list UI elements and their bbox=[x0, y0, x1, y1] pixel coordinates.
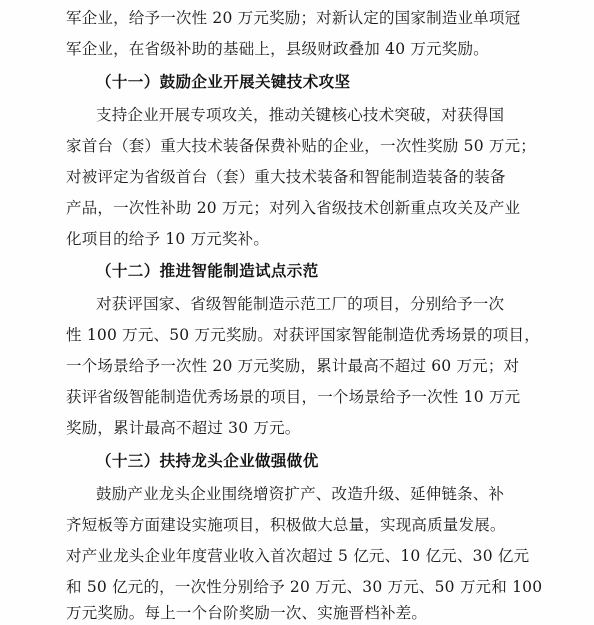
paragraph-line: 支持企业开展专项攻关，推动关键核心技术突破，对获得国 bbox=[96, 106, 505, 124]
paragraph-line: 对被评定为省级首台（套）重大技术装备和智能制造装备的装备 bbox=[66, 168, 506, 186]
paragraph-line: 奖励，累计最高不超过 30 万元。 bbox=[66, 419, 301, 437]
paragraph-line: 齐短板等方面建设实施项目，积极做大总量，实现高质量发展。 bbox=[66, 516, 506, 534]
paragraph-line: 产品，一次性补助 20 万元；对列入省级技术创新重点攻关及产业 bbox=[66, 199, 521, 217]
paragraph-line: 军企业，在省级补助的基础上，县级财政叠加 40 万元奖励。 bbox=[66, 40, 489, 58]
paragraph-line: 万元奖励。每上一个台阶奖励一次、实施晋档补差。 bbox=[66, 604, 428, 622]
paragraph-line: 一个场景给予一次性 20 万元奖励，累计最高不超过 60 万元；对 bbox=[66, 357, 520, 375]
paragraph-line: 军企业，给予一次性 20 万元奖励；对新认定的国家制造业单项冠 bbox=[66, 9, 521, 27]
paragraph-line: 化项目的给予 10 万元奖补。 bbox=[66, 230, 270, 248]
paragraph-line: 性 100 万元、50 万元奖励。对获评国家智能制造优秀场景的项目， bbox=[66, 326, 540, 344]
paragraph-line: 鼓励产业龙头企业围绕增资扩产、改造升级、延伸链条、补 bbox=[96, 485, 505, 503]
paragraph-line: 获评省级智能制造优秀场景的项目，一个场景给予一次性 10 万元 bbox=[66, 388, 521, 406]
section-heading: （十三）扶持龙头企业做强做优 bbox=[96, 452, 319, 470]
paragraph-line: 和 50 亿元的，一次性分别给予 20 万元、30 万元、50 万元和 100 bbox=[66, 578, 543, 596]
paragraph-line: 对产业龙头企业年度营业收入首次超过 5 亿元、10 亿元、30 亿元 bbox=[66, 547, 530, 565]
section-heading: （十二）推进智能制造试点示范 bbox=[96, 262, 319, 280]
section-heading: （十一）鼓励企业开展关键技术攻坚 bbox=[96, 73, 351, 91]
paragraph-line: 对获评国家、省级智能制造示范工厂的项目，分别给予一次 bbox=[96, 295, 505, 313]
paragraph-line: 家首台（套）重大技术装备保费补贴的企业，一次性奖励 50 万元； bbox=[66, 137, 536, 155]
